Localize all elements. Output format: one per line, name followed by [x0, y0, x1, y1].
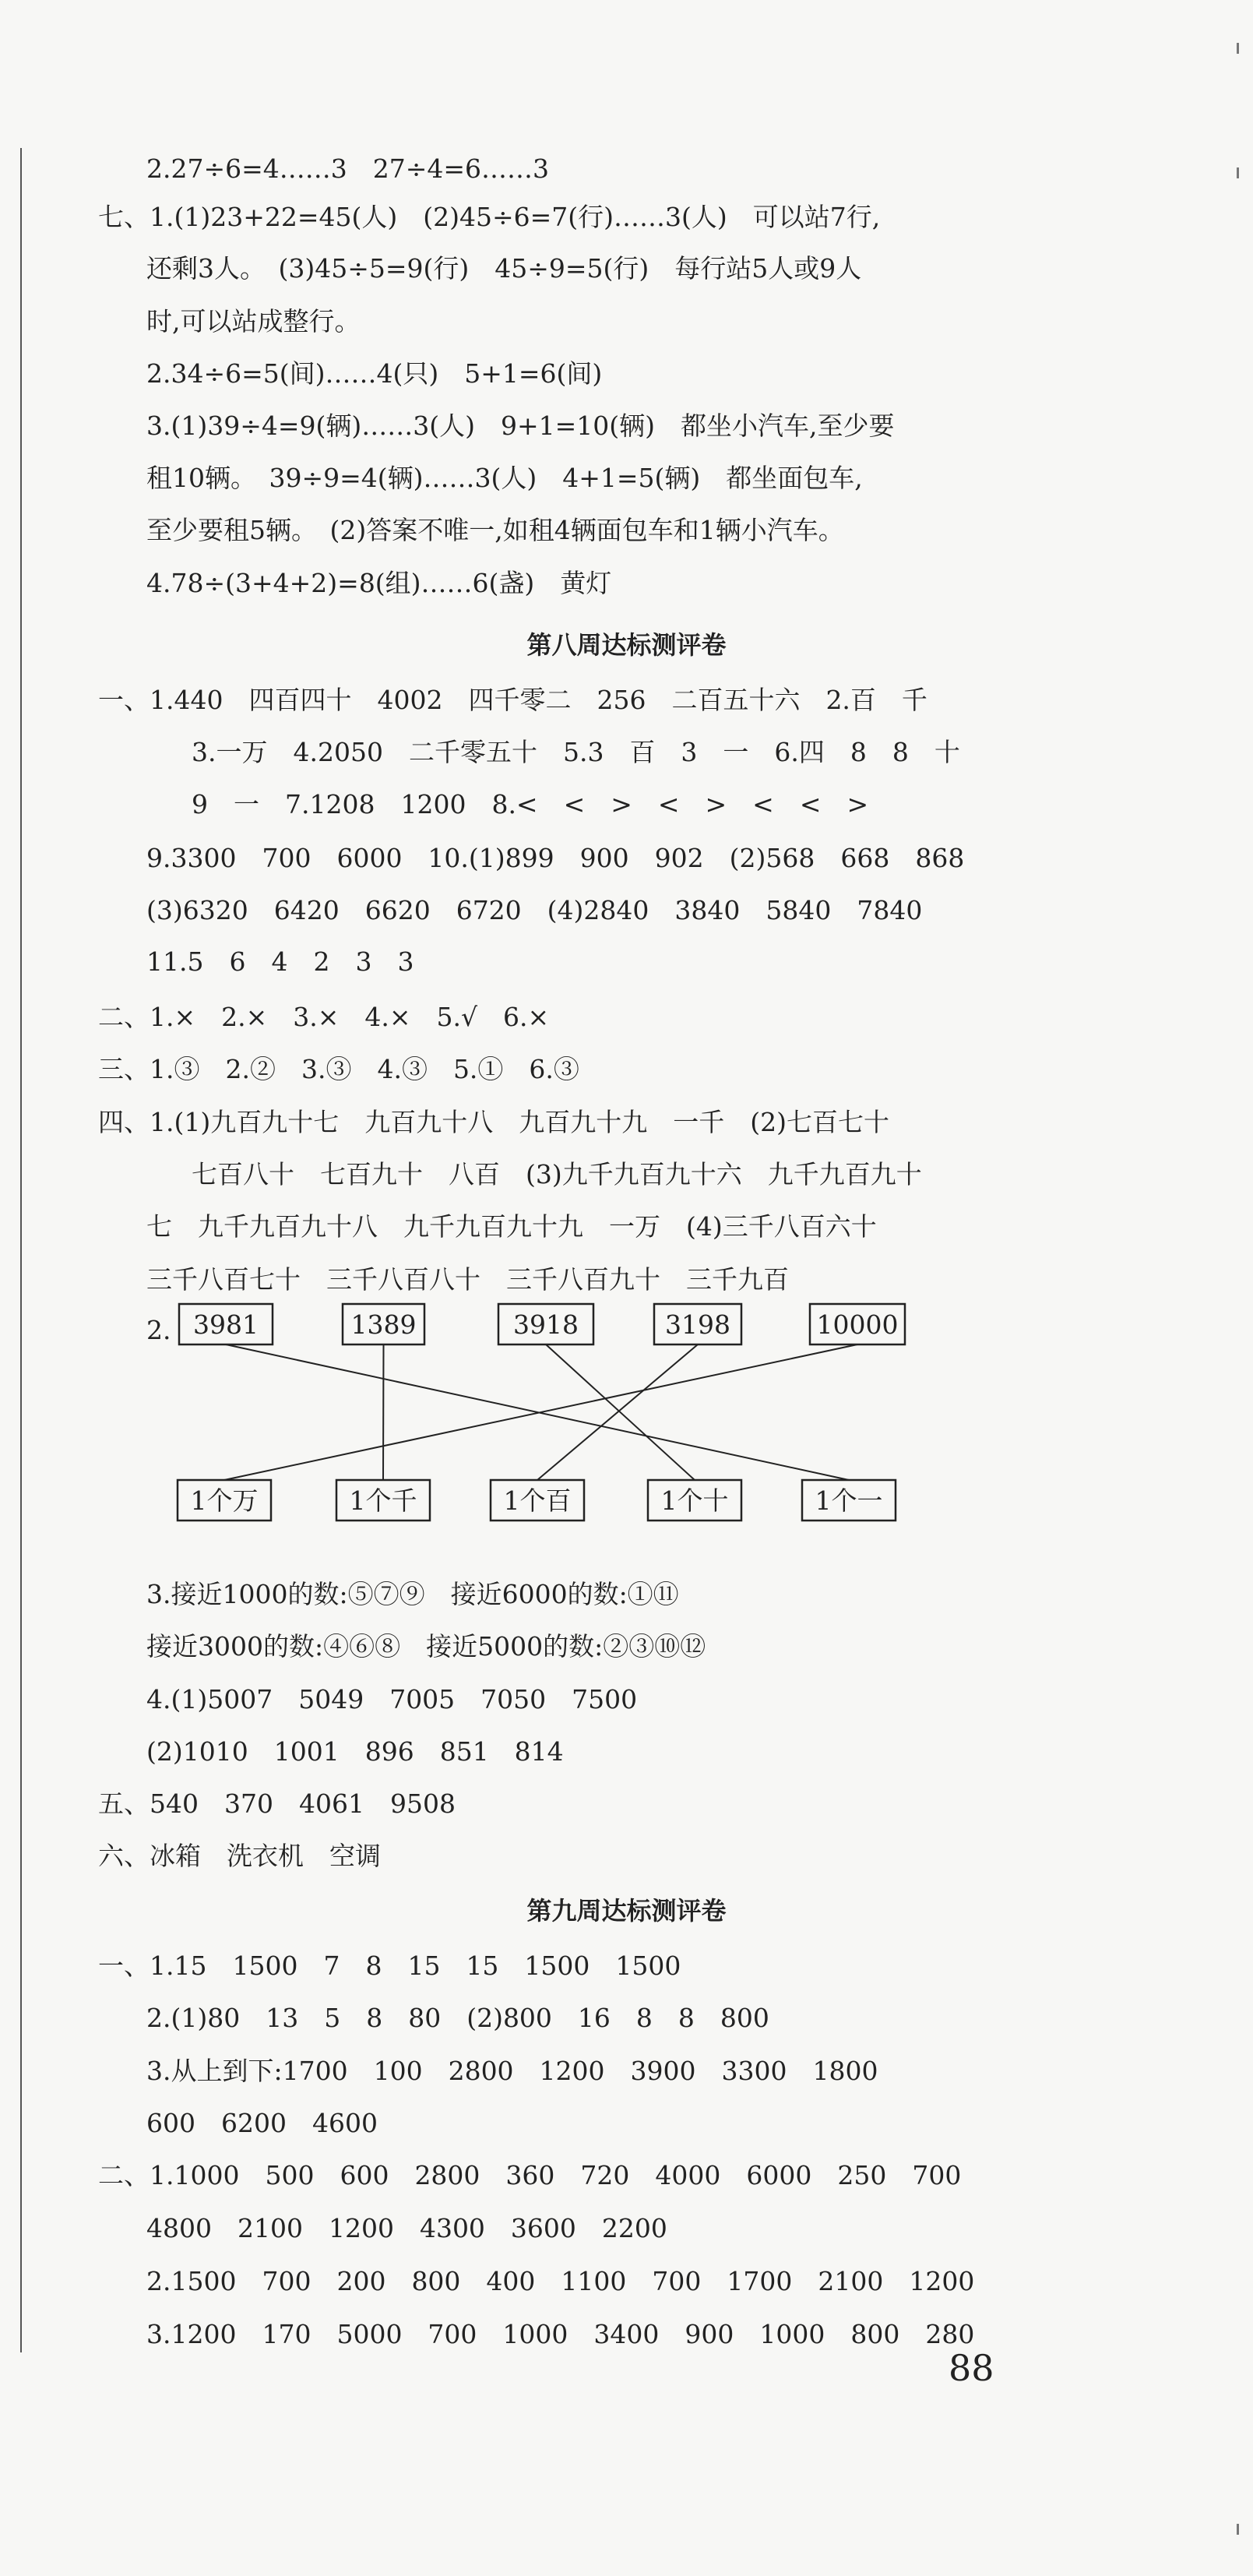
item-label: 2. [146, 1315, 171, 1345]
place-value-label: 1个千 [349, 1485, 417, 1516]
answer-line: (2)1010 1001 896 851 814 [146, 1736, 564, 1767]
answer-line: 4800 2100 1200 4300 3600 2200 [146, 2213, 667, 2243]
answer-line: 至少要租5辆。 (2)答案不唯一,如租4辆面包车和1辆小汽车。 [146, 515, 844, 545]
place-value-label: 1个百 [503, 1485, 572, 1516]
answer-line: 2.(1)80 13 5 8 80 (2)800 16 8 8 800 [146, 2003, 769, 2033]
answer-line: 接近3000的数:④⑥⑧ 接近5000的数:②③⑩⑫ [146, 1631, 706, 1662]
answer-line: 2.27÷6=4……3 27÷4=6……3 [146, 153, 550, 184]
place-value-label: 1个一 [815, 1485, 883, 1516]
section-title: 第八周达标测评卷 [526, 630, 727, 660]
answer-line: (3)6320 6420 6620 6720 (4)2840 3840 5840 7840 [146, 895, 923, 925]
answer-line: 9.3300 700 6000 10.(1)899 900 902 (2)568 668 868 [146, 843, 965, 873]
answer-line: 3.接近1000的数:⑤⑦⑨ 接近6000的数:①⑪ [146, 1579, 679, 1609]
section-title: 第九周达标测评卷 [526, 1896, 727, 1926]
answer-line: 600 6200 4600 [146, 2108, 378, 2138]
place-value-label: 1个十 [660, 1485, 729, 1516]
place-value-label: 1个万 [190, 1485, 259, 1516]
answer-line: 3.从上到下:1700 100 2800 1200 3900 3300 1800 [146, 2056, 878, 2086]
answer-line: 五、540 370 4061 9508 [98, 1788, 456, 1819]
answer-line: 四、1.(1)九百九十七 九百九十八 九百九十九 一千 (2)七百七十 [98, 1107, 889, 1137]
answer-line: 七百八十 七百九十 八百 (3)九千九百九十六 九千九百九十 [192, 1159, 922, 1189]
scan-mark [1237, 43, 1239, 54]
answer-line: 2.34÷6=5(间)……4(只) 5+1=6(间) [146, 358, 603, 389]
answer-line: 一、1.440 四百四十 4002 四千零二 256 二百五十六 2.百 千 [98, 685, 927, 715]
number-label: 1389 [350, 1309, 417, 1340]
answer-line: 二、1.1000 500 600 2800 360 720 4000 6000 250 700 [98, 2160, 962, 2190]
answer-line: 一、1.15 1500 7 8 15 15 1500 1500 [98, 1951, 681, 1981]
answer-line: 六、冰箱 洗衣机 空调 [98, 1841, 381, 1871]
page-number: 88 [949, 2347, 994, 2389]
answer-line: 三千八百七十 三千八百八十 三千八百九十 三千九百 [146, 1264, 789, 1295]
number-label: 10000 [816, 1309, 899, 1340]
answer-line: 11.5 6 4 2 3 3 [146, 946, 414, 977]
answer-line: 还剩3人。 (3)45÷5=9(行) 45÷9=5(行) 每行站5人或9人 [146, 253, 862, 284]
answer-line: 二、1.× 2.× 3.× 4.× 5.√ 6.× [98, 1002, 550, 1032]
scan-mark [1237, 2524, 1239, 2535]
connector-line [537, 1344, 698, 1480]
answer-line: 3.一万 4.2050 二千零五十 5.3 百 3 一 6.四 8 8 十 [192, 737, 960, 767]
connector-line [546, 1344, 695, 1480]
answer-line: 4.78÷(3+4+2)=8(组)……6(盏) 黄灯 [146, 568, 612, 598]
answer-line: 三、1.③ 2.② 3.③ 4.③ 5.① 6.③ [98, 1054, 579, 1084]
answer-line: 七、1.(1)23+22=45(人) (2)45÷6=7(行)……3(人) 可以站7行, [98, 202, 881, 232]
answer-line: 七 九千九百九十八 九千九百九十九 一万 (4)三千八百六十 [146, 1211, 877, 1242]
connector-line [383, 1344, 384, 1480]
answer-line: 4.(1)5007 5049 7005 7050 7500 [146, 1684, 638, 1714]
number-label: 3918 [513, 1309, 579, 1340]
answer-line: 租10辆。 39÷9=4(辆)……3(人) 4+1=5(辆) 都坐面包车, [146, 463, 863, 493]
scan-mark [1237, 167, 1239, 178]
answer-line: 2.1500 700 200 800 400 1100 700 1700 2100 1200 [146, 2266, 975, 2296]
answer-line: 3.1200 170 5000 700 1000 3400 900 1000 800 280 [146, 2319, 975, 2349]
answer-line: 时,可以站成整行。 [146, 306, 361, 337]
connector-lines [224, 1344, 857, 1480]
number-label: 3981 [193, 1309, 259, 1340]
number-label: 3198 [665, 1309, 730, 1340]
answer-line: 3.(1)39÷4=9(辆)……3(人) 9+1=10(辆) 都坐小汽车,至少要 [146, 411, 895, 441]
answer-line: 9 一 7.1208 1200 8.< < > < > < < > [192, 789, 869, 819]
